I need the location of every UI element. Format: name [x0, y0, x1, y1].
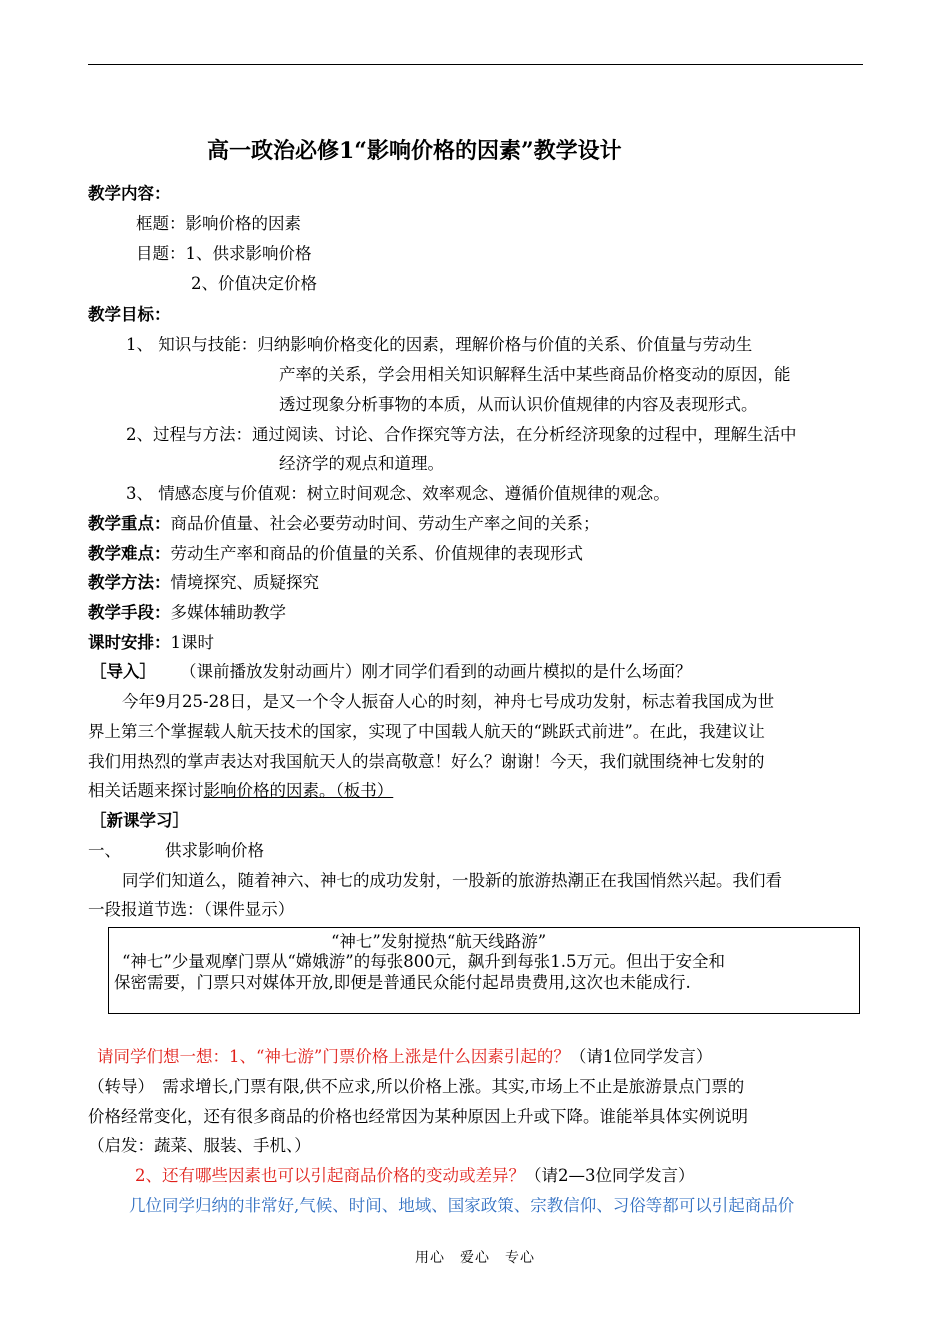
- question-1: 请同学们想一想：1、“神七游”门票价格上涨是什么因素引起的？: [97, 1047, 570, 1066]
- class-hours: [88, 632, 214, 654]
- content-heading: 教学内容：: [88, 184, 171, 203]
- news-line-1: “神七”少量观摩门票从“嫦娥游”的每张800元，飙升到每张1.5万元。但出于安全和: [122, 952, 725, 971]
- means-label: 教学手段：: [88, 603, 171, 622]
- goal-3: 3、 情感态度与价值观：树立时间观念、效率观念、遵循价值规律的观念。: [126, 484, 670, 503]
- transition-line-1: （转导） 需求增长,门票有限,供不应求,所以价格上涨。其实,市场上不止是旅游景点门票的: [88, 1077, 745, 1096]
- goal-2-line-a: 2、过程与方法：通过阅读、讨论、合作探究等方法，在分析经济现象的过程中，理解生活中: [126, 425, 797, 444]
- lesson-label: ［新课学习］: [90, 811, 189, 830]
- difficult-text: 劳动生产率和商品的价值量的关系、价值规律的表现形式: [170, 544, 583, 563]
- goal-1-line-b: 产率的关系，学会用相关知识解释生活中某些商品价格变动的原因，能: [279, 365, 791, 384]
- key-label: 教学重点：: [88, 514, 171, 533]
- intro-paragraph-1: 今年9月25-28日，是又一个令人振奋人心的时刻，神舟七号成功发射，标志着我国成为世: [122, 692, 775, 711]
- section-title: 供求影响价格: [165, 841, 264, 860]
- page-footer: 用心 爱心 专心: [415, 1250, 535, 1266]
- goal-1-line-a: 1、 知识与技能：归纳影响价格变化的因素，理解价格与价值的关系、价值量与劳动生: [126, 335, 753, 354]
- intro-label: ［导入］: [90, 662, 156, 681]
- lesson-paragraph-1: 同学们知道么，随着神六、神七的成功发射，一股新的旅游热潮正在我国悄然兴起。我们看: [122, 871, 782, 890]
- hours-label: 课时安排：: [88, 633, 171, 652]
- document-title: 高一政治必修1“影响价格的因素”教学设计: [207, 138, 622, 164]
- question-2-line: [135, 1165, 695, 1187]
- topic-label: 框题：: [136, 214, 186, 233]
- topic-line: [136, 213, 301, 235]
- intro-p4-text: 相关话题来探讨: [88, 781, 204, 800]
- key-text: 商品价值量、社会必要劳动时间、劳动生产率之间的关系；: [170, 514, 600, 533]
- question-2: 2、还有哪些因素也可以引起商品价格的变动或差异？: [135, 1166, 525, 1185]
- method-label: 教学方法：: [88, 573, 171, 592]
- lesson-paragraph-2: 一段报道节选：（课件显示）: [88, 900, 295, 919]
- news-excerpt-box: [108, 927, 860, 1014]
- hours-text: 1课时: [170, 633, 214, 652]
- goal-2-line-b: 经济学的观点和道理。: [279, 454, 444, 473]
- transition-line-2: 价格经常变化，还有很多商品的价格也经常因为某种原因上升或下降。谁能举具体实例说明: [88, 1107, 748, 1126]
- summary-blue-text: 几位同学归纳的非常好,气候、时间、地域、国家政策、宗教信仰、习俗等都可以引起商品价: [129, 1196, 795, 1215]
- key-points: [88, 513, 600, 535]
- intro-paragraph-2: 界上第三个掌握载人航天技术的国家，实现了中国载人航天的“跳跃式前进”。在此，我建议让: [88, 722, 765, 741]
- goal-1-line-c: 透过现象分析事物的本质，从而认识价值规律的内容及表现形式。: [279, 395, 758, 414]
- means-text: 多媒体辅助教学: [170, 603, 286, 622]
- question-2-note: （请2—3位同学发言）: [525, 1166, 695, 1185]
- method-text: 情境探究、质疑探究: [170, 573, 319, 592]
- header-rule: [88, 64, 863, 65]
- topic-text: 影响价格的因素: [185, 214, 301, 233]
- items-label: 目题：: [136, 244, 186, 263]
- item-1: 1、供求影响价格: [185, 244, 312, 263]
- intro-p4-underlined: 影响价格的因素。（板书）: [203, 781, 394, 800]
- intro-paragraph-4: [88, 780, 393, 802]
- section-number: 一、: [88, 841, 121, 860]
- news-title: “神七”发射搅热“航天线路游”: [331, 932, 547, 951]
- items-line: [136, 243, 312, 265]
- teaching-method: [88, 572, 319, 594]
- intro-paragraph-3: 我们用热烈的掌声表达对我国航天人的崇高敬意！好么？谢谢！今天，我们就围绕神七发射的: [88, 752, 765, 771]
- transition-line-3: （启发：蔬菜、服装、手机、）: [88, 1136, 311, 1155]
- difficult-points: [88, 543, 583, 565]
- goals-heading: 教学目标：: [88, 305, 171, 324]
- intro-question: （课前播放发射动画片）刚才同学们看到的动画片模拟的是什么场面？: [180, 662, 692, 681]
- item-2: 2、价值决定价格: [191, 274, 317, 293]
- news-line-2: 保密需要，门票只对媒体开放,即便是普通民众能付起昂贵费用,这次也未能成行.: [114, 973, 691, 992]
- question-1-note: （请1位同学发言）: [569, 1047, 713, 1066]
- teaching-means: [88, 602, 286, 624]
- difficult-label: 教学难点：: [88, 544, 171, 563]
- question-1-line: [97, 1046, 712, 1068]
